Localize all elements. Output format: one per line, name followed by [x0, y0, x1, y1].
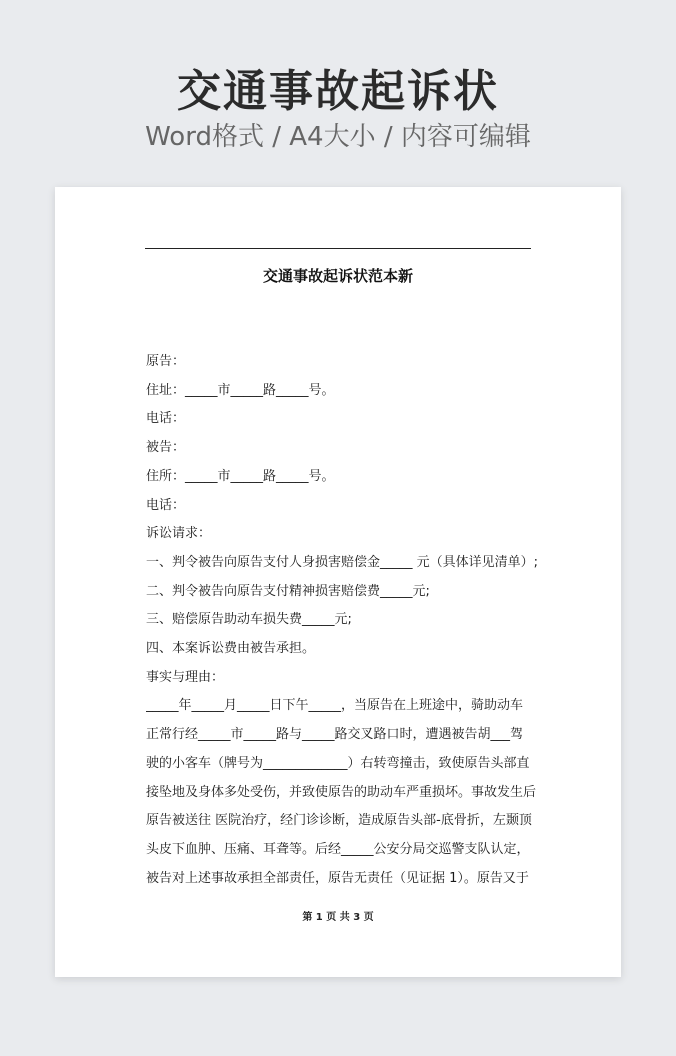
defendant-phone-line: 电话：: [146, 497, 186, 513]
facts-paragraph-line: _____年_____月_____日下午_____，当原告在上班途中，骑助动车: [146, 698, 524, 714]
claim-item-2: 二、判令被告向原告支付精神损害赔偿费_____元;: [146, 583, 430, 599]
facts-paragraph-line: 驶的小客车（牌号为_____________）右转弯撞击，致使原告头部直: [146, 755, 530, 771]
banner-subtitle: Word格式 / A4大小 / 内容可编辑: [145, 122, 531, 152]
facts-paragraph-line: 原告被送往 医院治疗，经门诊诊断，造成原告头部-底骨折，左颞顶: [146, 813, 532, 829]
header-rule: [145, 248, 531, 249]
claims-heading: 诉讼请求：: [146, 526, 212, 542]
document-title: 交通事故起诉状范本新: [262, 267, 413, 285]
document-body: [146, 348, 542, 893]
claim-item-4: 四、本案诉讼费由被告承担。: [146, 641, 316, 657]
facts-paragraph-line: 接坠地及身体多处受伤，并致使原告的助动车严重损坏。事故发生后: [146, 784, 537, 800]
facts-paragraph-line: 头皮下血肿、压痛、耳聋等。后经_____公安分局交巡警支队认定，: [146, 841, 530, 857]
plaintiff-line: 原告：: [146, 354, 186, 369]
defendant-line: 被告：: [146, 440, 186, 456]
claim-item-1: 一、判令被告向原告支付人身损害赔偿金_____ 元（具体详见清单）;: [146, 554, 539, 570]
defendant-address-line: 住所：_____市_____路_____号。: [146, 468, 335, 484]
facts-paragraph-line: 被告对上述事故承担全部责任，原告无责任（见证据 1）。原告又于: [146, 870, 529, 886]
facts-heading: 事实与理由：: [146, 669, 225, 685]
document-page: [55, 187, 621, 977]
facts-paragraph-line: 正常行经_____市_____路与_____路交叉路口时，遭遇被告胡___驾: [146, 727, 524, 743]
plaintiff-address-line: 住址：_____市_____路_____号。: [146, 382, 335, 398]
page-number: 第 1 页 共 3 页: [302, 912, 374, 923]
claim-item-3: 三、赔偿原告助动车损失费_____元;: [146, 612, 352, 628]
banner-title: 交通事故起诉状: [177, 66, 499, 117]
plaintiff-phone-line: 电话：: [146, 411, 186, 427]
